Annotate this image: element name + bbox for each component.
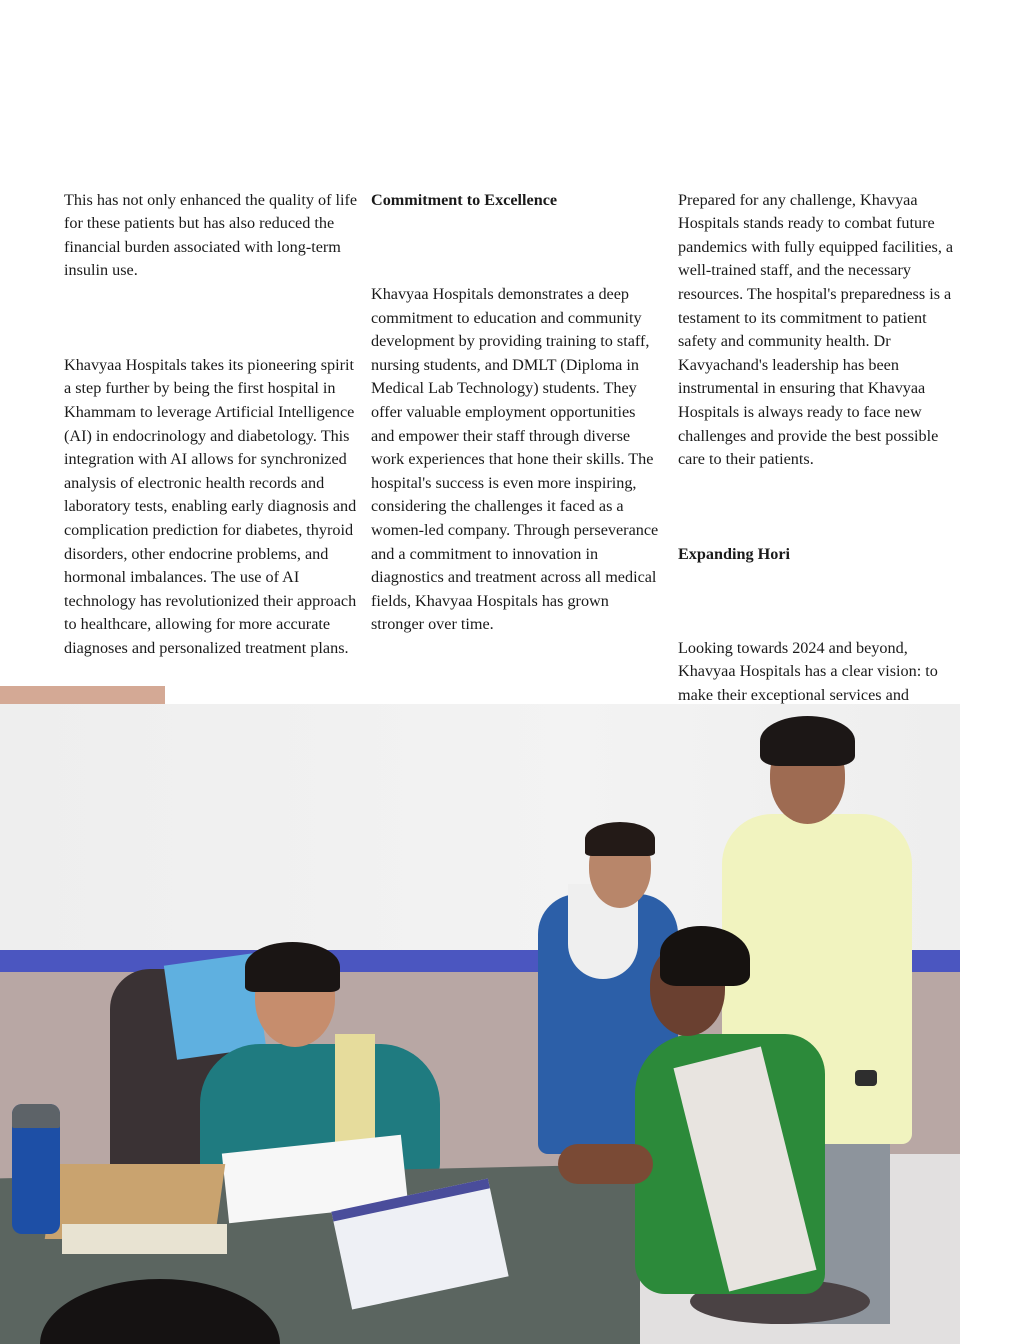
section-heading-expanding: Expanding Hori [678,544,791,563]
paragraph-gap [64,307,360,331]
paragraph: Looking towards 2024 and beyond, Khavyaa Hospitals has a clear vision: to make their exceptional services and [678,638,938,705]
tablet-base [62,1224,227,1254]
bottle-cap [12,1104,60,1128]
paragraph-gap [678,495,968,519]
doctor-yellow-dupatta [335,1034,375,1144]
paragraph: This has not only enhanced the quality of life for these patients but has also reduced the financial burden associated with long-term insulin use. [64,190,358,280]
text-column-2 [371,165,661,660]
man-hair [760,716,855,766]
wristwatch [855,1070,877,1086]
accent-bar [0,686,165,704]
paragraph: Khavyaa Hospitals demonstrates a deep commitment to education and community development by providing training to staff, nursing students, and DMLT (Diploma in Medical Lab Technology) students. They offer valuable employment opportunities and empower their staff through diverse work experiences that hone their skills. The hospital's success is even more inspiring, considering the challenges it faced as a women-led company. Through perseverance and a commitment to innovation in diagnostics and treatment across all medical fields, Khavyaa Hospitals has grown stronger over time. [371,284,659,634]
paragraph: Prepared for any challenge, Khavyaa Hospitals stands ready to combat future pandemics with fully equipped facilities, a well-trained staff, and the necessary resources. The hospital's preparedness is a testament to its commitment to patient safety and community health. Dr Kavyachand's leadership has been instrumental in ensuring that Khavyaa Hospitals is always ready to face new challenges and provide the best possible care to their patients. [678,190,954,469]
hospital-consultation-photo [0,704,960,1344]
paragraph-gap [371,236,661,260]
paragraph-gap [678,590,968,614]
doctor-hair [245,942,340,992]
section-heading-commitment: Commitment to Excellence [371,190,558,209]
text-column-1 [64,165,360,684]
young-woman-hair [585,822,655,856]
text-column-3 [678,165,968,778]
paragraph: Khavyaa Hospitals takes its pioneering spirit a step further by being the first hospital in Khammam to leverage Artificial Intelligence (AI) in endocrinology and diabetology. This integration with AI allows for synchronized analysis of electronic health records and laboratory tests, enabling early diagnosis and complication prediction for diabetes, thyroid disorders, other endocrine problems, and hormonal imbalances. The use of AI technology has revolutionized their approach to healthcare, allowing for more accurate diagnoses and personalized treatment plans. [64,355,357,657]
patient-arms [558,1144,653,1184]
